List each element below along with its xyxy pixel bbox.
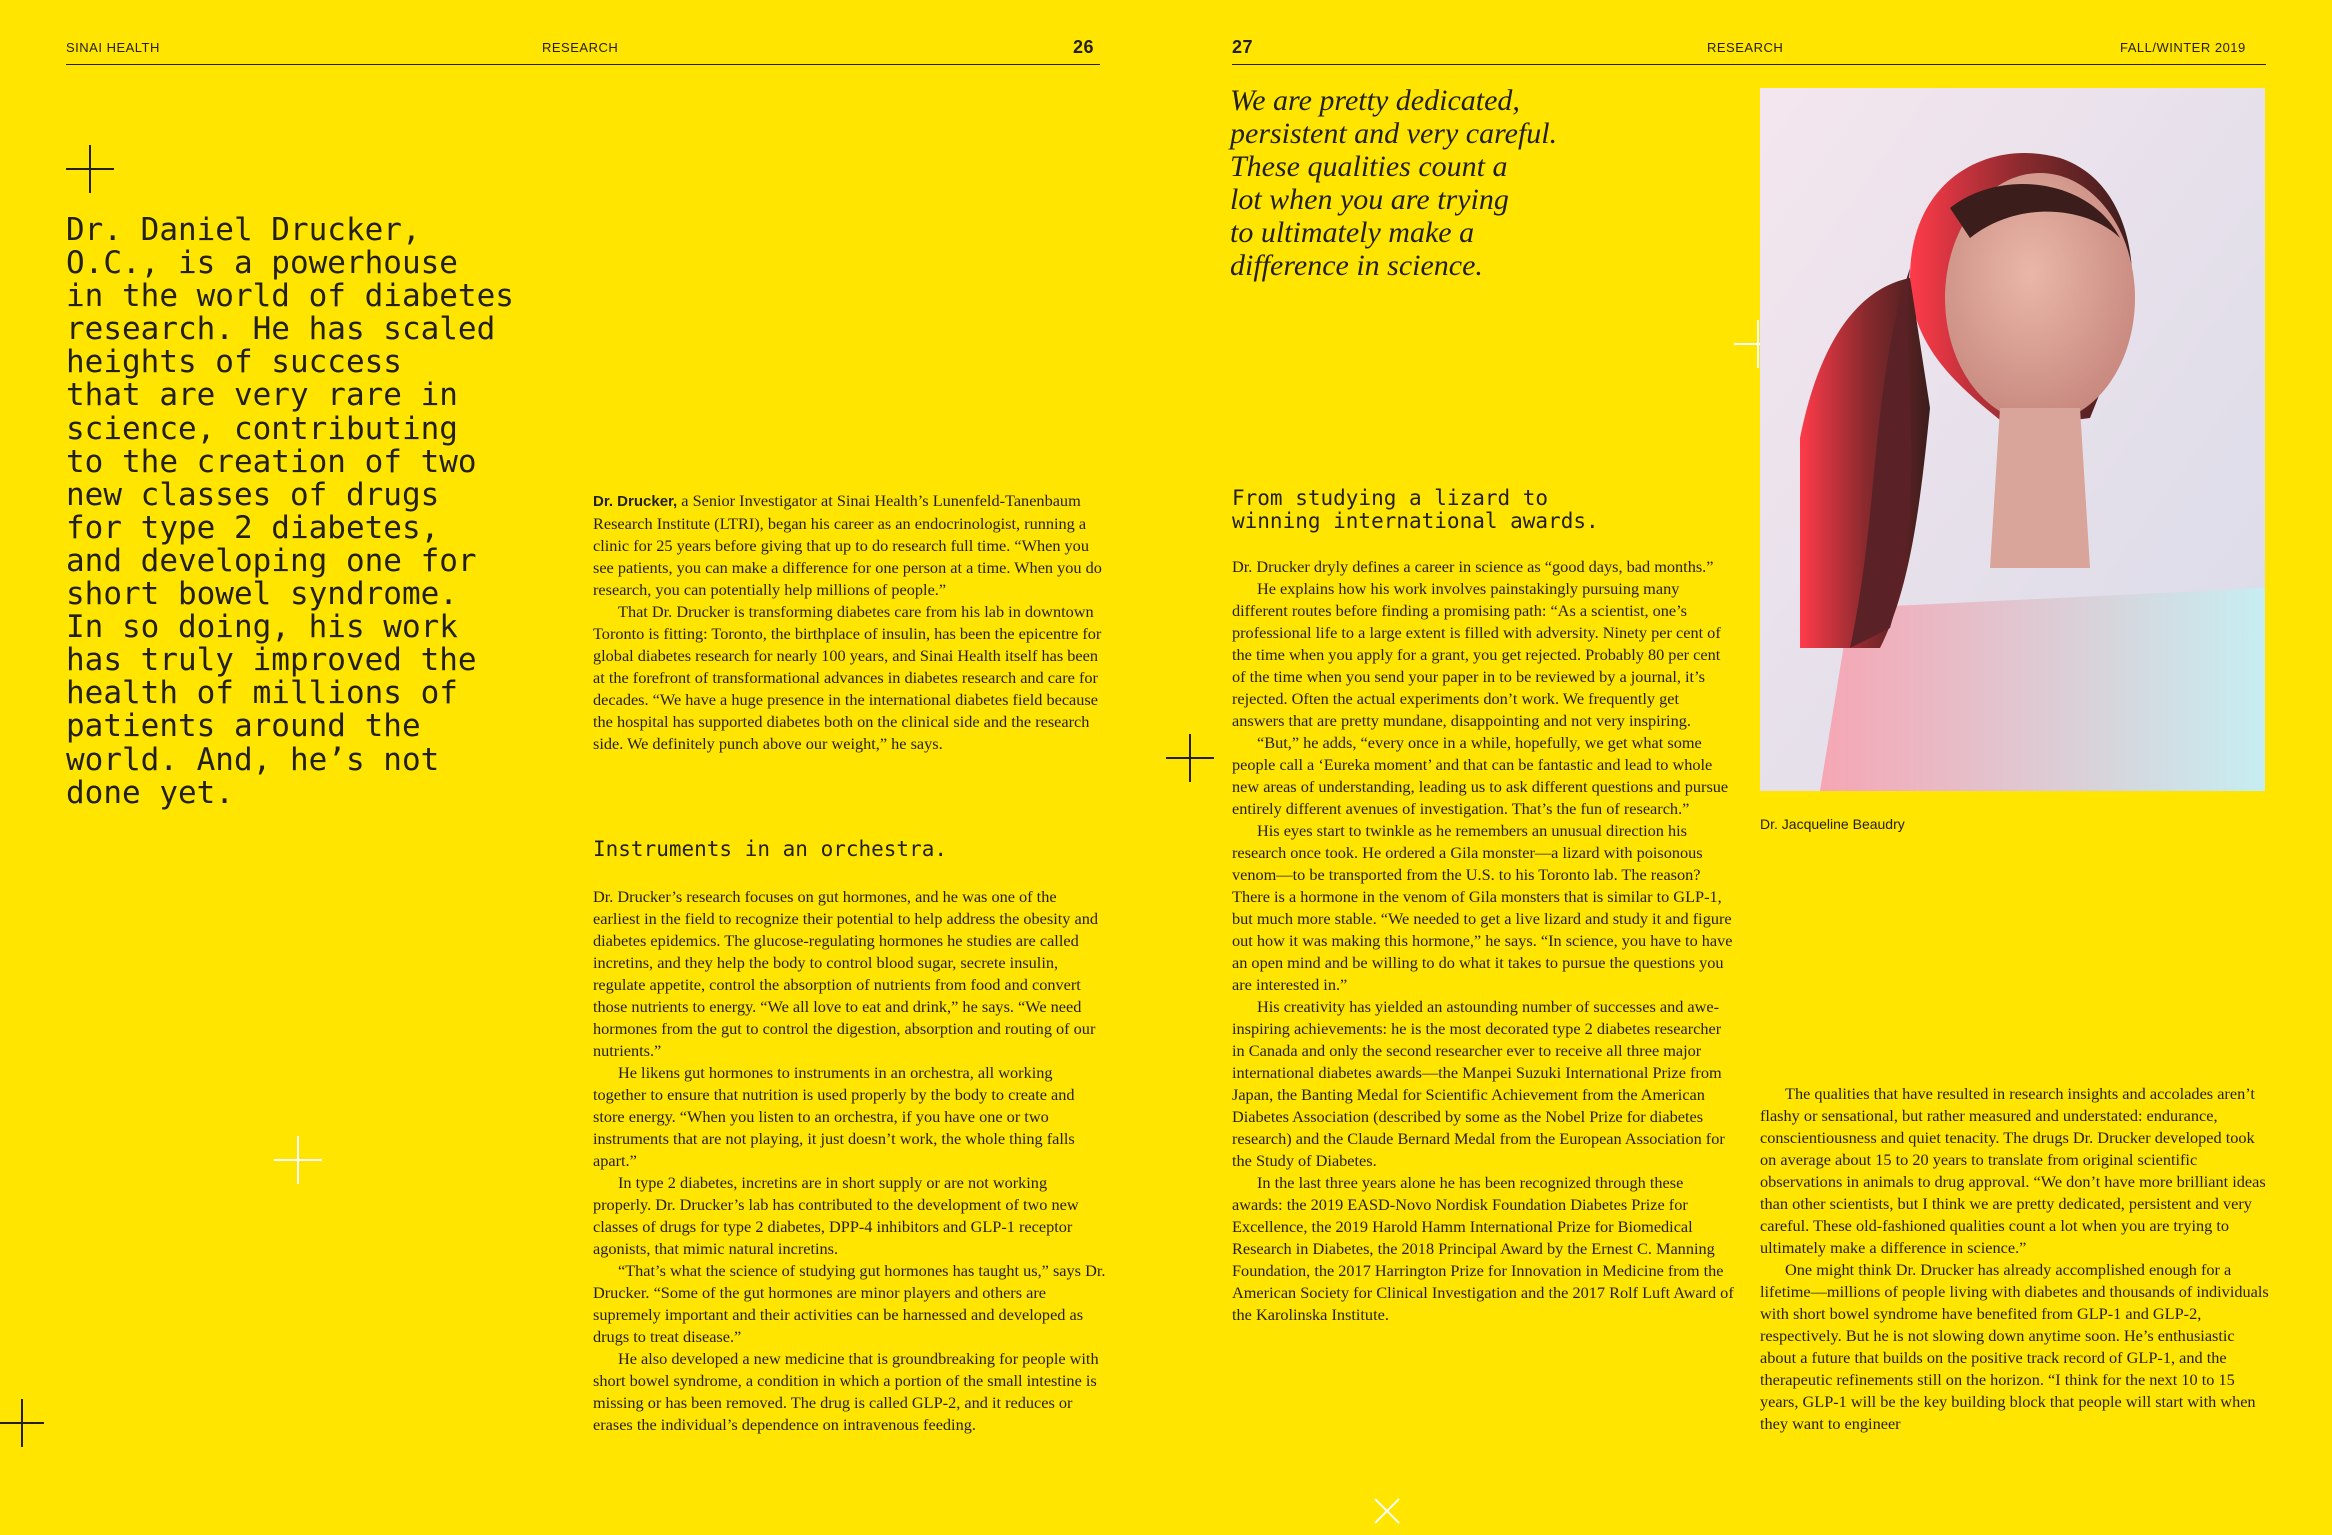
page-number-left: 26 (1073, 37, 1095, 57)
paragraph: “That’s what the science of studying gut hormones has taught us,” says Dr. Drucker. “Some of the gut hormones are minor players and others are supremely important and their activities can be harnessed and developed as drugs to treat disease.” (593, 1261, 1106, 1346)
cross-icon (0, 1399, 44, 1447)
paragraph: One might think Dr. Drucker has already accomplished enough for a lifetime—millions of people living with diabetes and thousands of individuals with short bowel syndrome have benefited from GLP-1 and GLP-2, respectively. But he is not slowing down anytime soon. He’s enthusiastic about a future that builds on the positive track record of GLP-1, and the therapeutic refinements still on the horizon. “I think for the next 10 to 15 years, GLP-1 will be the key building block that people will start with when they want to engineer (1760, 1260, 2269, 1433)
paragraph: Dr. Drucker’s research focuses on gut hormones, and he was one of the earliest in the field to recognize their potential to help address the obesity and diabetes epidemics. The glucose-regulating hormones he studies are called incretins, and they help the body to control blood sugar, secrete insulin, regulate appetite, control the absorption of nutrients from food and convert those nutrients to energy. “We all love to eat and drink,” he says. “We need hormones from the gut to control the digestion, absorption and routing of our nutrients.” (593, 887, 1099, 1060)
portrait-photo (1760, 88, 2265, 791)
cross-icon (274, 1136, 322, 1184)
paragraph: He explains how his work involves painstakingly pursuing many different routes before finding a promising path: “As a scientist, one’s professional life to a large extent is filled with adversity. Ninety per cent of the time when you apply for a grant, you get rejected. Probably 80 per cent of the time when you send your paper in to be reviewed by a journal, it’s rejected. Often the actual experiments don’t work. We frequently get answers that are pretty mundane, disappointing and not very inspiring. (1232, 579, 1721, 730)
paragraph: The qualities that have resulted in research insights and accolades aren’t flashy or sensational, but rather measured and understated: endurance, conscientiousness and quiet tenacity. The drugs Dr. Drucker developed took on average about 15 to 20 years to translate from original scientific observations in animals to drug approval. “We don’t have more brilliant ideas than other scientists, but I think we are pretty dedicated, persistent and very careful. These old-fashioned qualities count a lot when you are trying to ultimately make a difference in science.” (1760, 1084, 2266, 1257)
italic-quote: We are pretty dedicated, persistent and very careful. These qualities count a lot when you are trying to ultimately make a difference in science. (1230, 84, 1558, 282)
cross-icon (1166, 734, 1214, 782)
header-brand: SINAI HEALTH (66, 40, 160, 55)
paragraph: His eyes start to twinkle as he remembers an unusual direction his research once took. He ordered a Gila monster—a lizard with poisonous venom—to be transported from the U.S. to his Toronto lab. The reason? There is a hormone in the venom of Gila monsters that is similar to GLP-1, but much more stable. “We needed to get a live lizard and study it and figure out how it was making this hormone,” he says. “In science, you have to have an open mind and be willing to do what it takes to pursue the questions you are interested in.” (1232, 821, 1733, 994)
paragraph: In type 2 diabetes, incretins are in short supply or are not working properly. Dr. Drucker’s lab has contributed to the development of two new classes of drugs for type 2 diabetes, DPP-4 inhibitors and GLP-1 receptor agonists, that mimic natural incretins. (593, 1173, 1079, 1258)
article-column-1 (593, 490, 1107, 755)
pull-quote: Dr. Daniel Drucker, O.C., is a powerhouse in the world of diabetes research. He has scaled heights of success that are very rare in science, contributing to the creation of two new classes of drugs for type 2 diabetes, and developing one for short bowel syndrome. In so doing, his work has truly improved the health of millions of patients around the world. And, he’s not done yet. (66, 212, 514, 811)
cross-icon (1363, 1487, 1411, 1535)
paragraph: Dr. Drucker dryly defines a career in science as “good days, bad months.” (1232, 557, 1714, 576)
article-column-2 (1232, 556, 1735, 1326)
cross-icon (66, 145, 114, 193)
section-heading: From studying a lizard to winning international awards. (1232, 486, 1599, 533)
article-column-1b (593, 886, 1107, 1436)
header-issue: FALL/WINTER 2019 (2120, 40, 2246, 55)
paragraph: In the last three years alone he has been recognized through these awards: the 2019 EASD-Novo Nordisk Foundation Diabetes Prize for Excellence, the 2019 Harold Hamm International Prize for Biomedical Research in Diabetes, the 2018 Principal Award by the Ernest C. Manning Foundation, the 2017 Harrington Prize for Innovation in Medicine from the American Society for Clinical Investigation and the 2017 Rolf Luft Award of the Karolinska Institute. (1232, 1173, 1734, 1324)
photo-caption: Dr. Jacqueline Beaudry (1760, 816, 1905, 832)
section-heading: Instruments in an orchestra. (593, 837, 948, 861)
paragraph: His creativity has yielded an astounding number of successes and awe-inspiring achievements: he is the most decorated type 2 diabetes researcher in Canada and only the second researcher ever to receive all three major international diabetes awards—the Manpei Suzuki International Prize from Japan, the Banting Medal for Scientific Achievement from the American Diabetes Association (described by some as the Nobel Prize for diabetes research) and the Claude Bernard Medal from the European Association for the Study of Diabetes. (1232, 997, 1725, 1170)
paragraph: He also developed a new medicine that is groundbreaking for people with short bowel syndrome, a condition in which a portion of the small intestine is missing or has been removed. The drug is called GLP-2, and it reduces or erases the individual’s dependence on intravenous feeding. (593, 1349, 1099, 1434)
lead-name: Dr. Drucker, (593, 493, 678, 510)
paragraph: “But,” he adds, “every once in a while, hopefully, we get what some people call a ‘Eureka moment’ and that can be fantastic and lead to whole new areas of understanding, leading us to ask different questions and pursue entirely different avenues of investigation. That’s the fun of research.” (1232, 733, 1729, 818)
paragraph: He likens gut hormones to instruments in an orchestra, all working together to ensure that nutrition is used properly by the body to create and store energy. “When you listen to an orchestra, if you have one or two instruments that are not playing, it just doesn’t work, the whole thing falls apart.” (593, 1063, 1075, 1170)
article-column-3 (1760, 1083, 2270, 1435)
paragraph: That Dr. Drucker is transforming diabetes care from his lab in downtown Toronto is fitting: Toronto, the birthplace of insulin, has been the epicentre for global diabetes research for nearly 100 years, and Sinai Health itself has been at the forefront of transformational advances in diabetes research and care for decades. “We have a huge presence in the international diabetes field because the hospital has supported diabetes both on the clinical side and the research side. We definitely punch above our weight,” he says. (593, 602, 1102, 753)
header-section-right: RESEARCH (1707, 40, 1784, 55)
header-rule-left (66, 64, 1100, 65)
header-section-left: RESEARCH (542, 40, 619, 55)
page-number-right: 27 (1232, 37, 1254, 57)
paragraph: a Senior Investigator at Sinai Health’s Lunenfeld-Tanenbaum Research Institute (LTRI), began his career as an endocrinologist, running a clinic for 25 years before giving that up to do research full time. “When you see patients, you can make a difference for one person at a time. When you do research, you can potentially help millions of people.” (593, 491, 1102, 599)
header-rule-right (1232, 64, 2266, 65)
